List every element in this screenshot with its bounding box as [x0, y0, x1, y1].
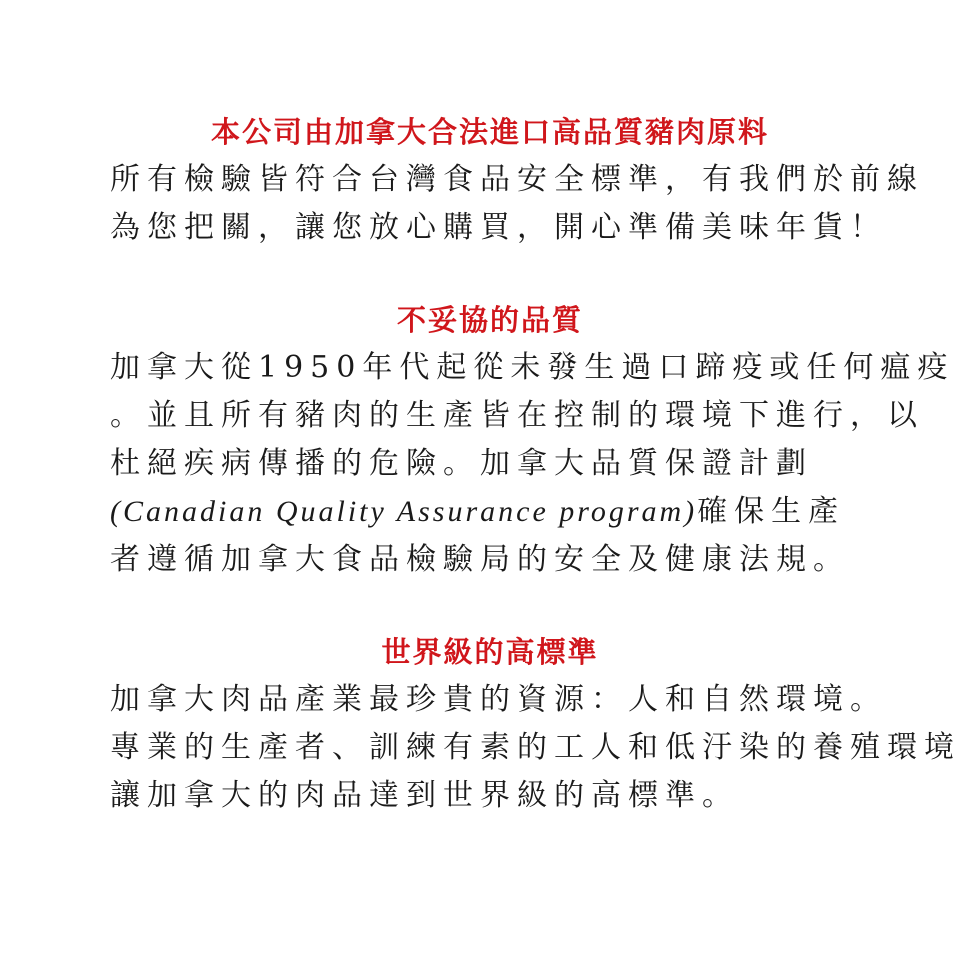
section-3-line-2: 專業的生產者、訓練有素的工人和低汙染的養殖環境: [110, 730, 961, 765]
section-1-line-1: 所有檢驗皆符合台灣食品安全標準，有我們於前線: [110, 162, 924, 197]
section-1-line-2: 為您把關，讓您放心購買，開心準備美味年貨！: [110, 210, 887, 245]
program-line-suffix: 確保生產: [697, 494, 846, 529]
section-2-heading: 不妥協的品質: [396, 303, 583, 337]
section-3-heading: 世界級的高標準: [381, 635, 599, 669]
section-2-line-5: 者遵循加拿大食品檢驗局的安全及健康法規。: [110, 542, 850, 577]
section-2-line-1: 加拿大從1950年代起從未發生過口蹄疫或任何瘟疫: [110, 350, 955, 385]
section-3-line-3: 讓加拿大的肉品達到世界級的高標準。: [110, 778, 739, 813]
section-2-line-3: 杜絕疾病傳播的危險。加拿大品質保證計劃: [110, 446, 813, 481]
section-3-line-1: 加拿大肉品產業最珍貴的資源：人和自然環境。: [110, 682, 887, 717]
program-name-english: (Canadian Quality Assurance program): [110, 495, 698, 528]
section-1-heading: 本公司由加拿大合法進口高品質豬肉原料: [210, 115, 769, 149]
section-2-line-4: [110, 492, 845, 532]
section-2-line-2: 。並且所有豬肉的生產皆在控制的環境下進行，以: [110, 398, 924, 433]
